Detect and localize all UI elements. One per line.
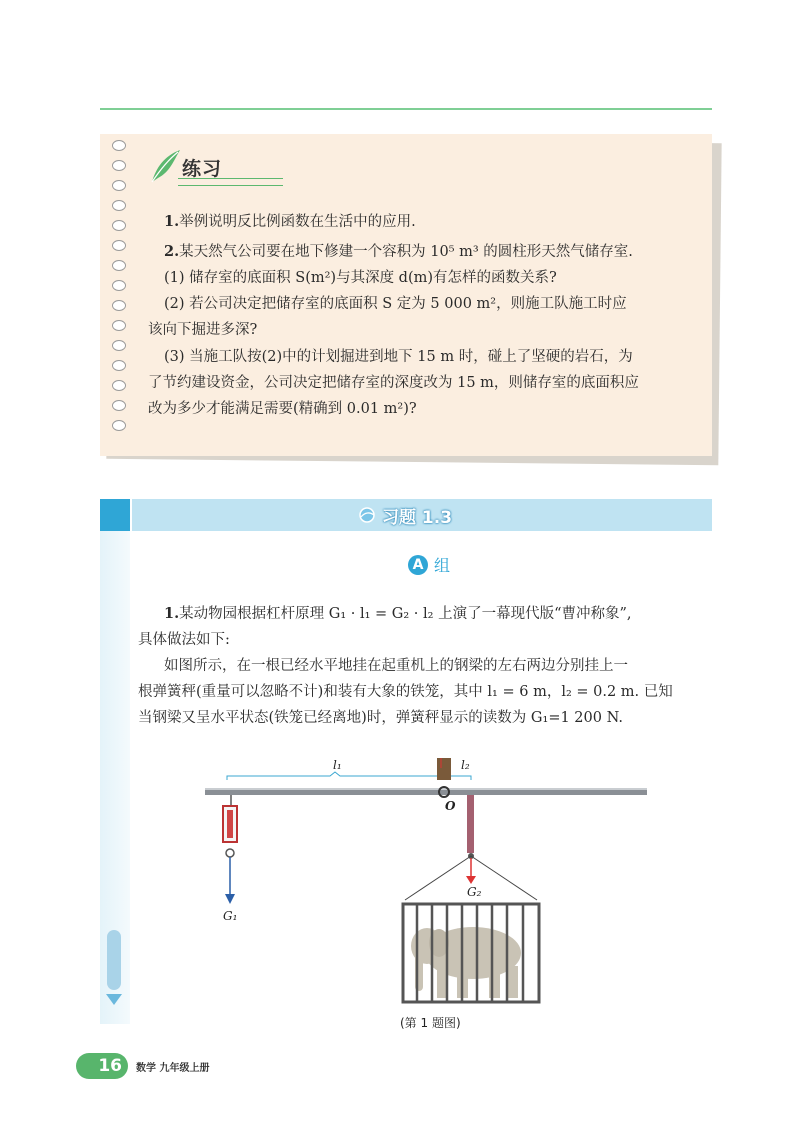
p1a-text: 某动物园根据杠杆原理 G₁ · l₁ = G₂ · l₂ 上演了一幕现代版“曹冲称象”, (179, 606, 632, 622)
notebook-rings (112, 138, 128, 448)
exercise-p1b: 具体做法如下: (138, 632, 230, 648)
page-number-badge (76, 1053, 128, 1079)
ring (112, 280, 126, 291)
leaf-icon (148, 148, 182, 184)
practice-q2-2a: (2) 若公司决定把储存室的底面积 S 定为 5 000 m²，则施工队施工时应 (164, 296, 627, 312)
q1-text: 举例说明反比例函数在生活中的应用. (179, 214, 416, 230)
g1-label: G₁ (223, 909, 238, 923)
page-number: 16 (98, 1056, 122, 1076)
practice-q2 (164, 242, 724, 262)
ring (112, 200, 126, 211)
exercise-p2a: 如图所示，在一根已经水平地挂在起重机上的钢梁的左右两边分别挂上一 (164, 658, 628, 674)
pivot-o-label: O (445, 799, 456, 813)
l1-brace (227, 772, 443, 780)
side-scroll-tab (107, 930, 121, 990)
figure-caption: (第 1 题图) (400, 1016, 461, 1030)
l2-label: l₂ (461, 758, 470, 772)
practice-q2-1: (1) 储存室的底面积 S(m²)与其深度 d(m)有怎样的函数关系? (164, 270, 557, 286)
ring (112, 220, 126, 231)
ring (112, 160, 126, 171)
p1-number: 1. (164, 605, 180, 622)
ring (112, 320, 126, 331)
practice-title (148, 148, 278, 186)
q1-number: 1. (164, 213, 180, 230)
book-title: 数学 九年级上册 (136, 1062, 210, 1074)
cage-hanger (467, 795, 474, 853)
page-footer (76, 1052, 209, 1080)
practice-q2-3c: 改为多少才能满足需要(精确到 0.01 m²)? (148, 401, 417, 417)
elephant (411, 927, 521, 998)
exercise-p2b: 根弹簧秤(重量可以忽略不计)和装有大象的铁笼，其中 l₁ = 6 m，l₂ = 0.2 m. 已知 (138, 684, 673, 700)
q2-number: 2. (164, 243, 180, 260)
ring (112, 300, 126, 311)
group-heading (408, 553, 450, 576)
ring (112, 180, 126, 191)
g2-label: G₂ (467, 885, 482, 899)
scroll-arrow-icon (106, 994, 122, 1005)
top-rule (100, 108, 712, 110)
lever-figure (205, 758, 655, 1018)
exercise-title-text: 习题 1.3 (382, 507, 453, 528)
exercise-header-square (100, 499, 130, 531)
ring (112, 400, 126, 411)
practice-q2-3a: (3) 当施工队按(2)中的计划掘进到地下 15 m 时，碰上了坚硬的岩石，为 (164, 349, 633, 365)
ring (112, 240, 126, 251)
title-underline (178, 178, 283, 186)
group-label: 组 (434, 556, 451, 575)
globe-icon (358, 506, 376, 524)
practice-title-text: 练习 (182, 158, 223, 180)
exercise-p2c: 当钢梁又呈水平状态(铁笼已经离地)时，弹簧秤显示的读数为 G₁=1 200 N. (138, 710, 623, 726)
ring (112, 360, 126, 371)
q2-text: 某天然气公司要在地下修建一个容积为 10⁵ m³ 的圆柱形天然气储存室. (179, 244, 633, 260)
exercise-p1a (164, 604, 736, 624)
practice-q2-3b: 了节约建设资金，公司决定把储存室的深度改为 15 m，则储存室的底面积应 (148, 375, 639, 391)
ring (112, 260, 126, 271)
ring (112, 340, 126, 351)
group-badge: A (408, 555, 428, 575)
practice-q1 (164, 212, 724, 232)
ring (112, 420, 126, 431)
practice-q2-2b: 该向下掘进多深? (148, 322, 258, 338)
l1-label: l₁ (333, 758, 342, 772)
ring (112, 380, 126, 391)
exercise-title (358, 503, 452, 527)
crane-hook (437, 758, 451, 780)
ring (112, 140, 126, 151)
